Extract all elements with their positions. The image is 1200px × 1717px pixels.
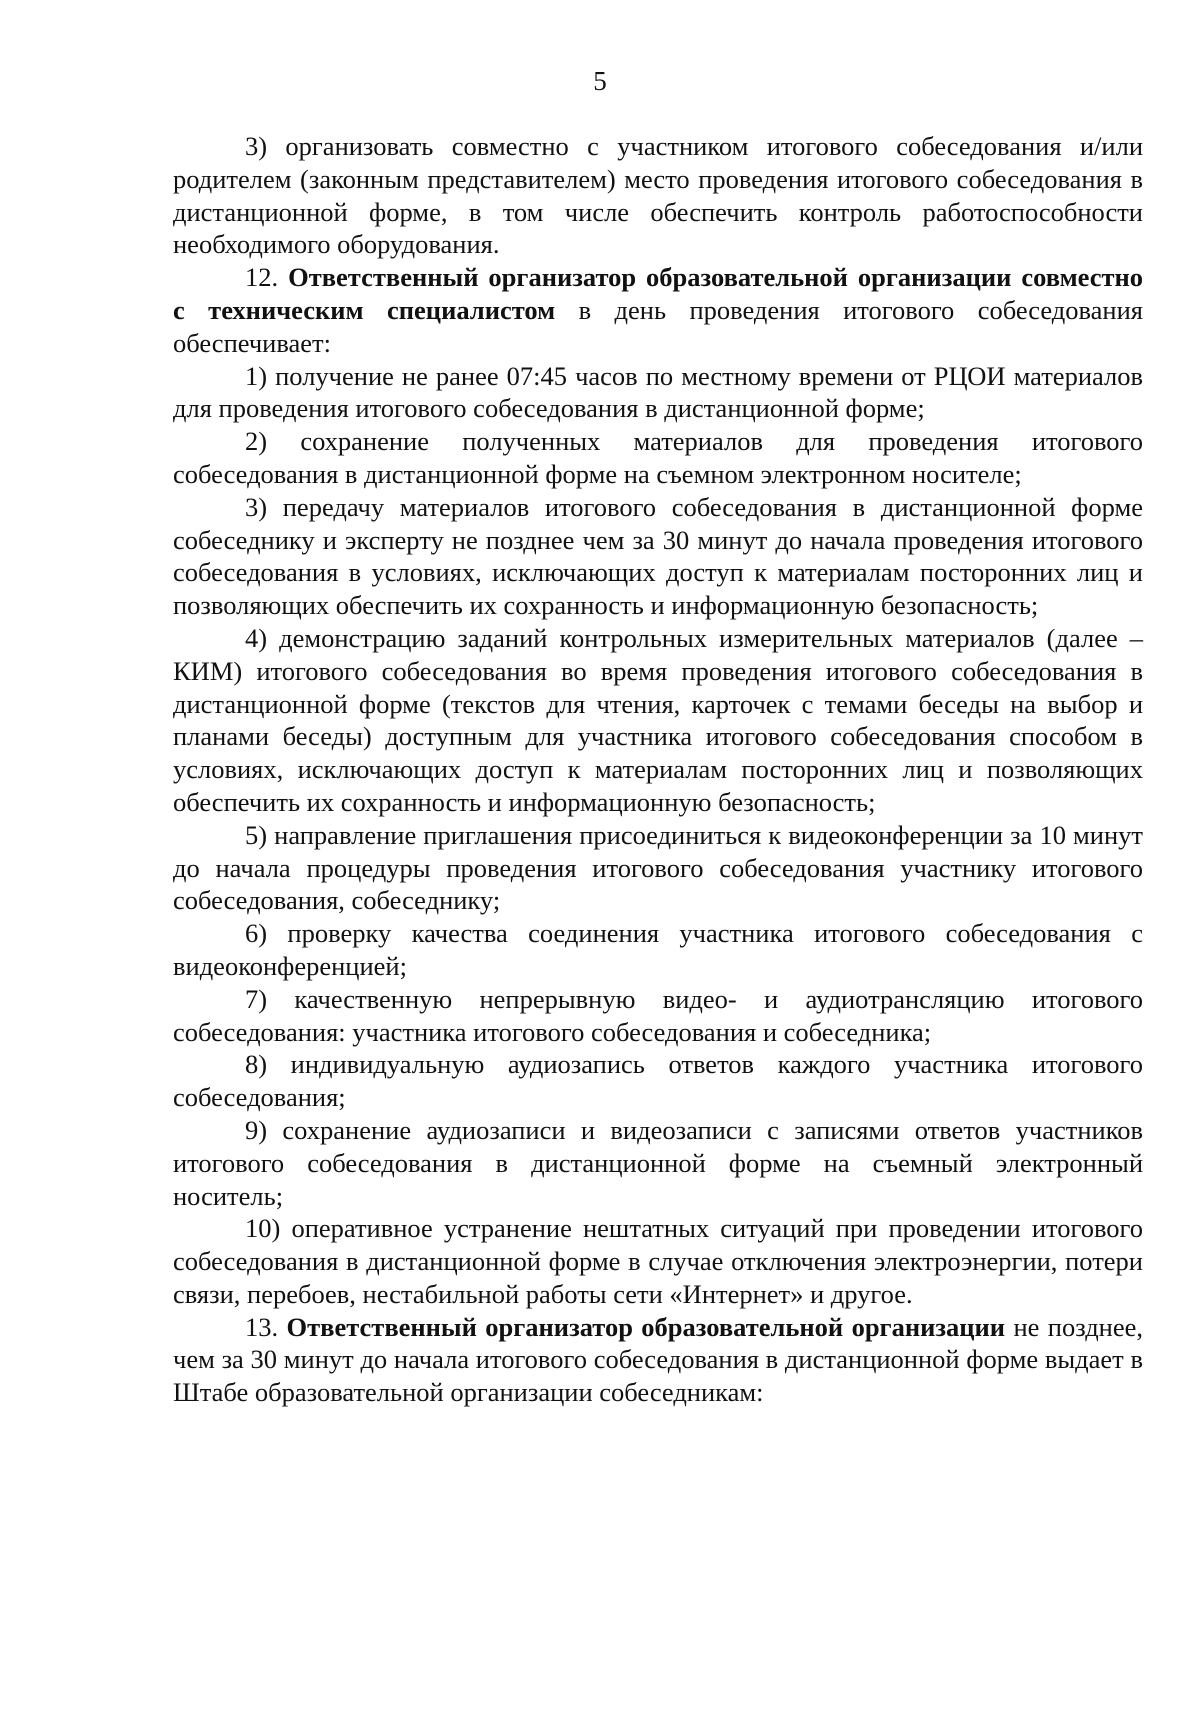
paragraph-text: 9) сохранение аудиозаписи и видеозаписи с записями ответов участников итогового собеседования в дистанционной форме на съемный электронный носитель; (173, 1114, 1143, 1211)
paragraph-text: 1) получение не ранее 07:45 часов по местному времени от РЦОИ материалов для проведения итогового собеседования в дистанционной форме; (173, 360, 1143, 424)
page-number: 5 (593, 66, 607, 96)
paragraph-section-13 (173, 1311, 1143, 1409)
paragraph-section-12 (173, 261, 1143, 359)
paragraph-text: не позднее, чем за 30 минут до начала итогового собеседования в дистанционной форме выдает в Штабе образовательной организации собеседникам: (173, 1311, 1144, 1408)
list-item-4 (173, 622, 1143, 819)
paragraph-text: в день проведения итогового собеседования обеспечивает: (173, 294, 1143, 358)
paragraph-item-3-organize (173, 130, 1143, 261)
paragraph-text: 3) передачу материалов итогового собеседования в дистанционной форме собеседнику и эксперту не позднее чем за 30 минут до начала проведения итогового собеседования в условиях, исключающих доступ к материалам посторонних лиц и позволяющих обеспечить их сохранность и информационную безопасность; (173, 491, 1143, 621)
list-item-9 (173, 1114, 1143, 1212)
list-item-3 (173, 491, 1143, 622)
paragraph-text: 2) сохранение полученных материалов для проведения итогового собеседования в дистанционной форме на съемном электронном носителе; (173, 426, 1143, 489)
list-item-6 (173, 917, 1143, 983)
section-number: 13. (245, 1311, 287, 1342)
section-number: 12. (245, 262, 289, 293)
paragraph-text: 10) оперативное устранение нештатных ситуаций при проведении итогового собеседования в дистанционной форме в случае отключения электроэнергии, потери связи, перебоев, нестабильной работы сети «Интернет» и другое. (173, 1213, 1143, 1309)
paragraph-text: 4) демонстрацию заданий контрольных измерительных материалов (далее – КИМ) итогового собеседования во время проведения итогового собеседования в дистанционной форме (текстов для чтения, карточек с темами беседы на выбор и планами беседы) доступным для участника итогового собеседования способом в условиях, исключающих доступ к материалам посторонних лиц и позволяющих обеспечить их сохранность и информационную безопасность; (173, 622, 1143, 817)
paragraph-text: 7) качественную непрерывную видео- и аудиотрансляцию итогового собеседования: участника итогового собеседования и собеседника; (173, 983, 1143, 1047)
list-item-7 (173, 983, 1143, 1049)
paragraph-text: 3) организовать совместно с участником итогового собеседования и/или родителем (законным представителем) место проведения итогового собеседования в дистанционной форме, в том числе обеспечить контроль работоспособности необходимого оборудования. (173, 131, 1143, 260)
list-item-2 (173, 425, 1143, 491)
document-body (173, 130, 1143, 1409)
list-item-10 (173, 1212, 1143, 1310)
bold-heading: Ответственный организатор образовательной организации (286, 1311, 1006, 1342)
paragraph-text: 8) индивидуальную аудиозапись ответов каждого участника итогового собеседования; (173, 1049, 1143, 1113)
paragraph-text: 6) проверку качества соединения участника итогового собеседования с видеоконференцией; (173, 918, 1143, 981)
list-item-1 (173, 360, 1143, 426)
bold-heading: Ответственный организатор образовательной организации совместно с техническим специалистом (173, 262, 1143, 325)
list-item-5 (173, 819, 1143, 917)
list-item-8 (173, 1048, 1143, 1114)
paragraph-text: 5) направление приглашения присоединиться к видеоконференции за 10 минут до начала процедуры проведения итогового собеседования участнику итогового собеседования, собеседнику; (173, 819, 1143, 916)
